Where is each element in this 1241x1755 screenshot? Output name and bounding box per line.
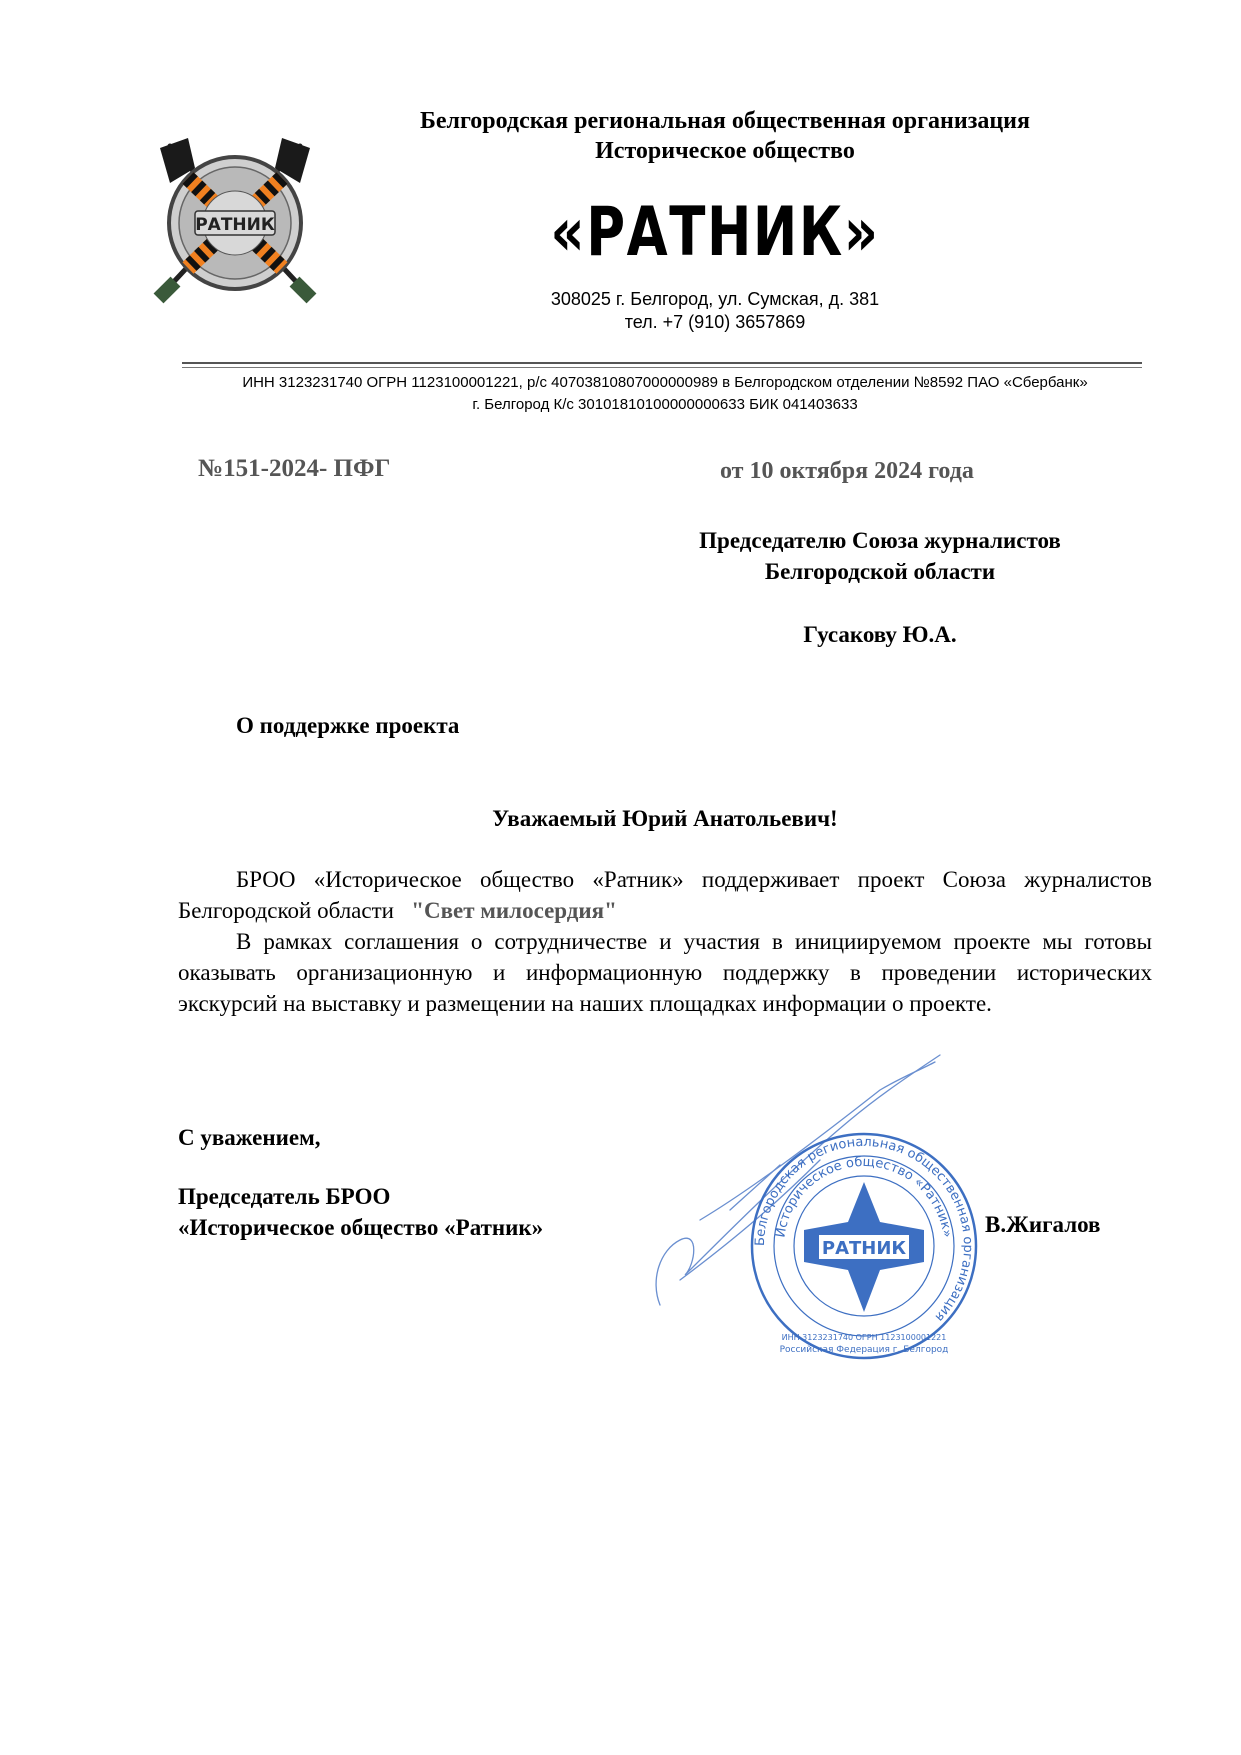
requisites-line1: ИНН 3123231740 ОГРН 1123100001221, р/с 40703810807000000989 в Белгородском отделении №8592 ПАО «Сбербанк» [242,374,1088,391]
signer-position-line1: Председатель БРОО [178,1184,391,1209]
org-phone: тел. +7 (910) 3657869 [624,312,806,332]
paragraph1-text: БРОО «Историческое общество «Ратник» поддерживает проект Союза журналистов Белгородской области [178,867,1152,923]
requisites-line2: г. Белгород К/с 30101810100000000633 БИК 041403633 [472,396,858,413]
letter-subject: О поддержке проекта [236,713,460,738]
closing-phrase: С уважением, [178,1125,321,1150]
addressee-line2: Белгородской области [764,559,996,584]
official-stamp [748,1130,980,1362]
org-name-line2: Историческое общество [595,138,855,164]
header-divider [182,362,1142,364]
document-date: от 10 октября 2024 года [720,458,974,484]
project-name: "Свет милосердия" [411,898,617,923]
logo-text: РАТНИК [195,215,275,235]
stamp-ring-bottom-text: Российская Федерация г. Белгород [779,1345,949,1355]
stamp-center-text: РАТНИК [821,1238,907,1259]
letter-paragraph-1 [178,864,1152,926]
stamp-ring-inner-text: Историческое общество «Ратник» [773,1154,955,1239]
org-name-line1: Белгородская региональная общественная организация [419,108,1030,134]
addressee-line1: Председателю Союза журналистов [699,528,1061,553]
letter-greeting: Уважаемый Юрий Анатольевич! [492,806,838,831]
signer-position-line2: «Историческое общество «Ратник» [178,1215,544,1240]
signer-name: В.Жигалов [985,1212,1101,1237]
document-number: №151-2024- ПФГ [198,455,391,482]
addressee-name: Гусакову Ю.А. [803,622,957,647]
brand-name: «РАТНИК» [550,193,880,272]
stamp-ids-text: ИНН 3123231740 ОГРН 1123100001221 [781,1333,947,1342]
paragraph2-text: В рамках соглашения о сотрудничестве и участия в инициируемом проекте мы готовы оказывать организационную и информационную поддержку в проведении исторических экскурсий на выставку и размещении на наших площадках информации о проекте. [178,929,1152,1016]
stamp-ring-outer-text: Белгородская региональная общественная организация [752,1134,976,1325]
letter-paragraph-2 [178,926,1152,1019]
header-divider-thin [182,367,1142,368]
org-address: 308025 г. Белгород, ул. Сумская, д. 381 [550,289,880,309]
